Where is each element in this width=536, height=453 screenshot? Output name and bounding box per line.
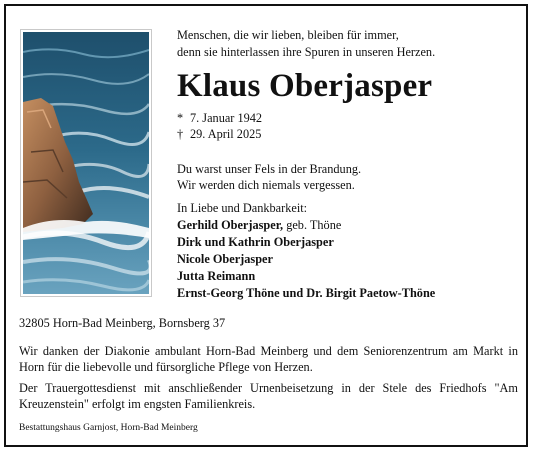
funeral-home: Bestattungshaus Garnjost, Horn-Bad Meinberg — [19, 423, 198, 433]
birth-date: 7. Januar 1942 — [190, 111, 263, 125]
death-row — [177, 126, 262, 142]
sea-rock-photo — [20, 29, 152, 297]
quote-line-1: Menschen, die wir lieben, bleiben für immer, — [177, 28, 399, 42]
mourners-list — [177, 200, 435, 302]
life-dates — [177, 110, 262, 142]
thanks-paragraph: Wir danken der Diakonie ambulant Horn-Bad Meinberg und dem Seniorenzentrum am Markt in Horn für die liebevolle und fürsorgliche Pflege von Herzen. — [19, 344, 518, 374]
quote-line-2: denn sie hinterlassen ihre Spuren in unseren Herzen. — [177, 45, 436, 59]
mourner-name: Jutta Reimann — [177, 269, 256, 283]
deceased-name: Klaus Oberjasper — [177, 68, 433, 104]
spouse-name: Gerhild Oberjasper, — [177, 218, 284, 232]
mourner-name: Dirk und Kathrin Oberjasper — [177, 235, 334, 249]
mourner-name: Nicole Oberjasper — [177, 252, 273, 266]
death-symbol: † — [177, 127, 184, 141]
service-paragraph: Der Trauergottesdienst mit anschließender Urnenbeisetzung in der Stele des Friedhofs "Am Kreuzenstein" erfolgt im engsten Familienkreis. — [19, 381, 518, 411]
mourner-name: Ernst-Georg Thöne und Dr. Birgit Paetow-Thöne — [177, 286, 436, 300]
saying-line-2: Wir werden dich niemals vergessen. — [177, 178, 355, 192]
birth-symbol: * — [177, 111, 184, 125]
mourners-intro: In Liebe und Dankbarkeit: — [177, 201, 308, 215]
saying-line-1: Du warst unser Fels in der Brandung. — [177, 162, 362, 176]
birth-row — [177, 110, 262, 126]
mourner-spouse — [177, 217, 435, 234]
spouse-maiden-name: geb. Thöne — [283, 218, 342, 232]
memorial-saying — [177, 161, 361, 193]
opening-quote — [177, 27, 517, 61]
death-date: 29. April 2025 — [190, 127, 262, 141]
family-address: 32805 Horn-Bad Meinberg, Bornsberg 37 — [19, 316, 226, 330]
sea-rock-image — [23, 32, 149, 294]
